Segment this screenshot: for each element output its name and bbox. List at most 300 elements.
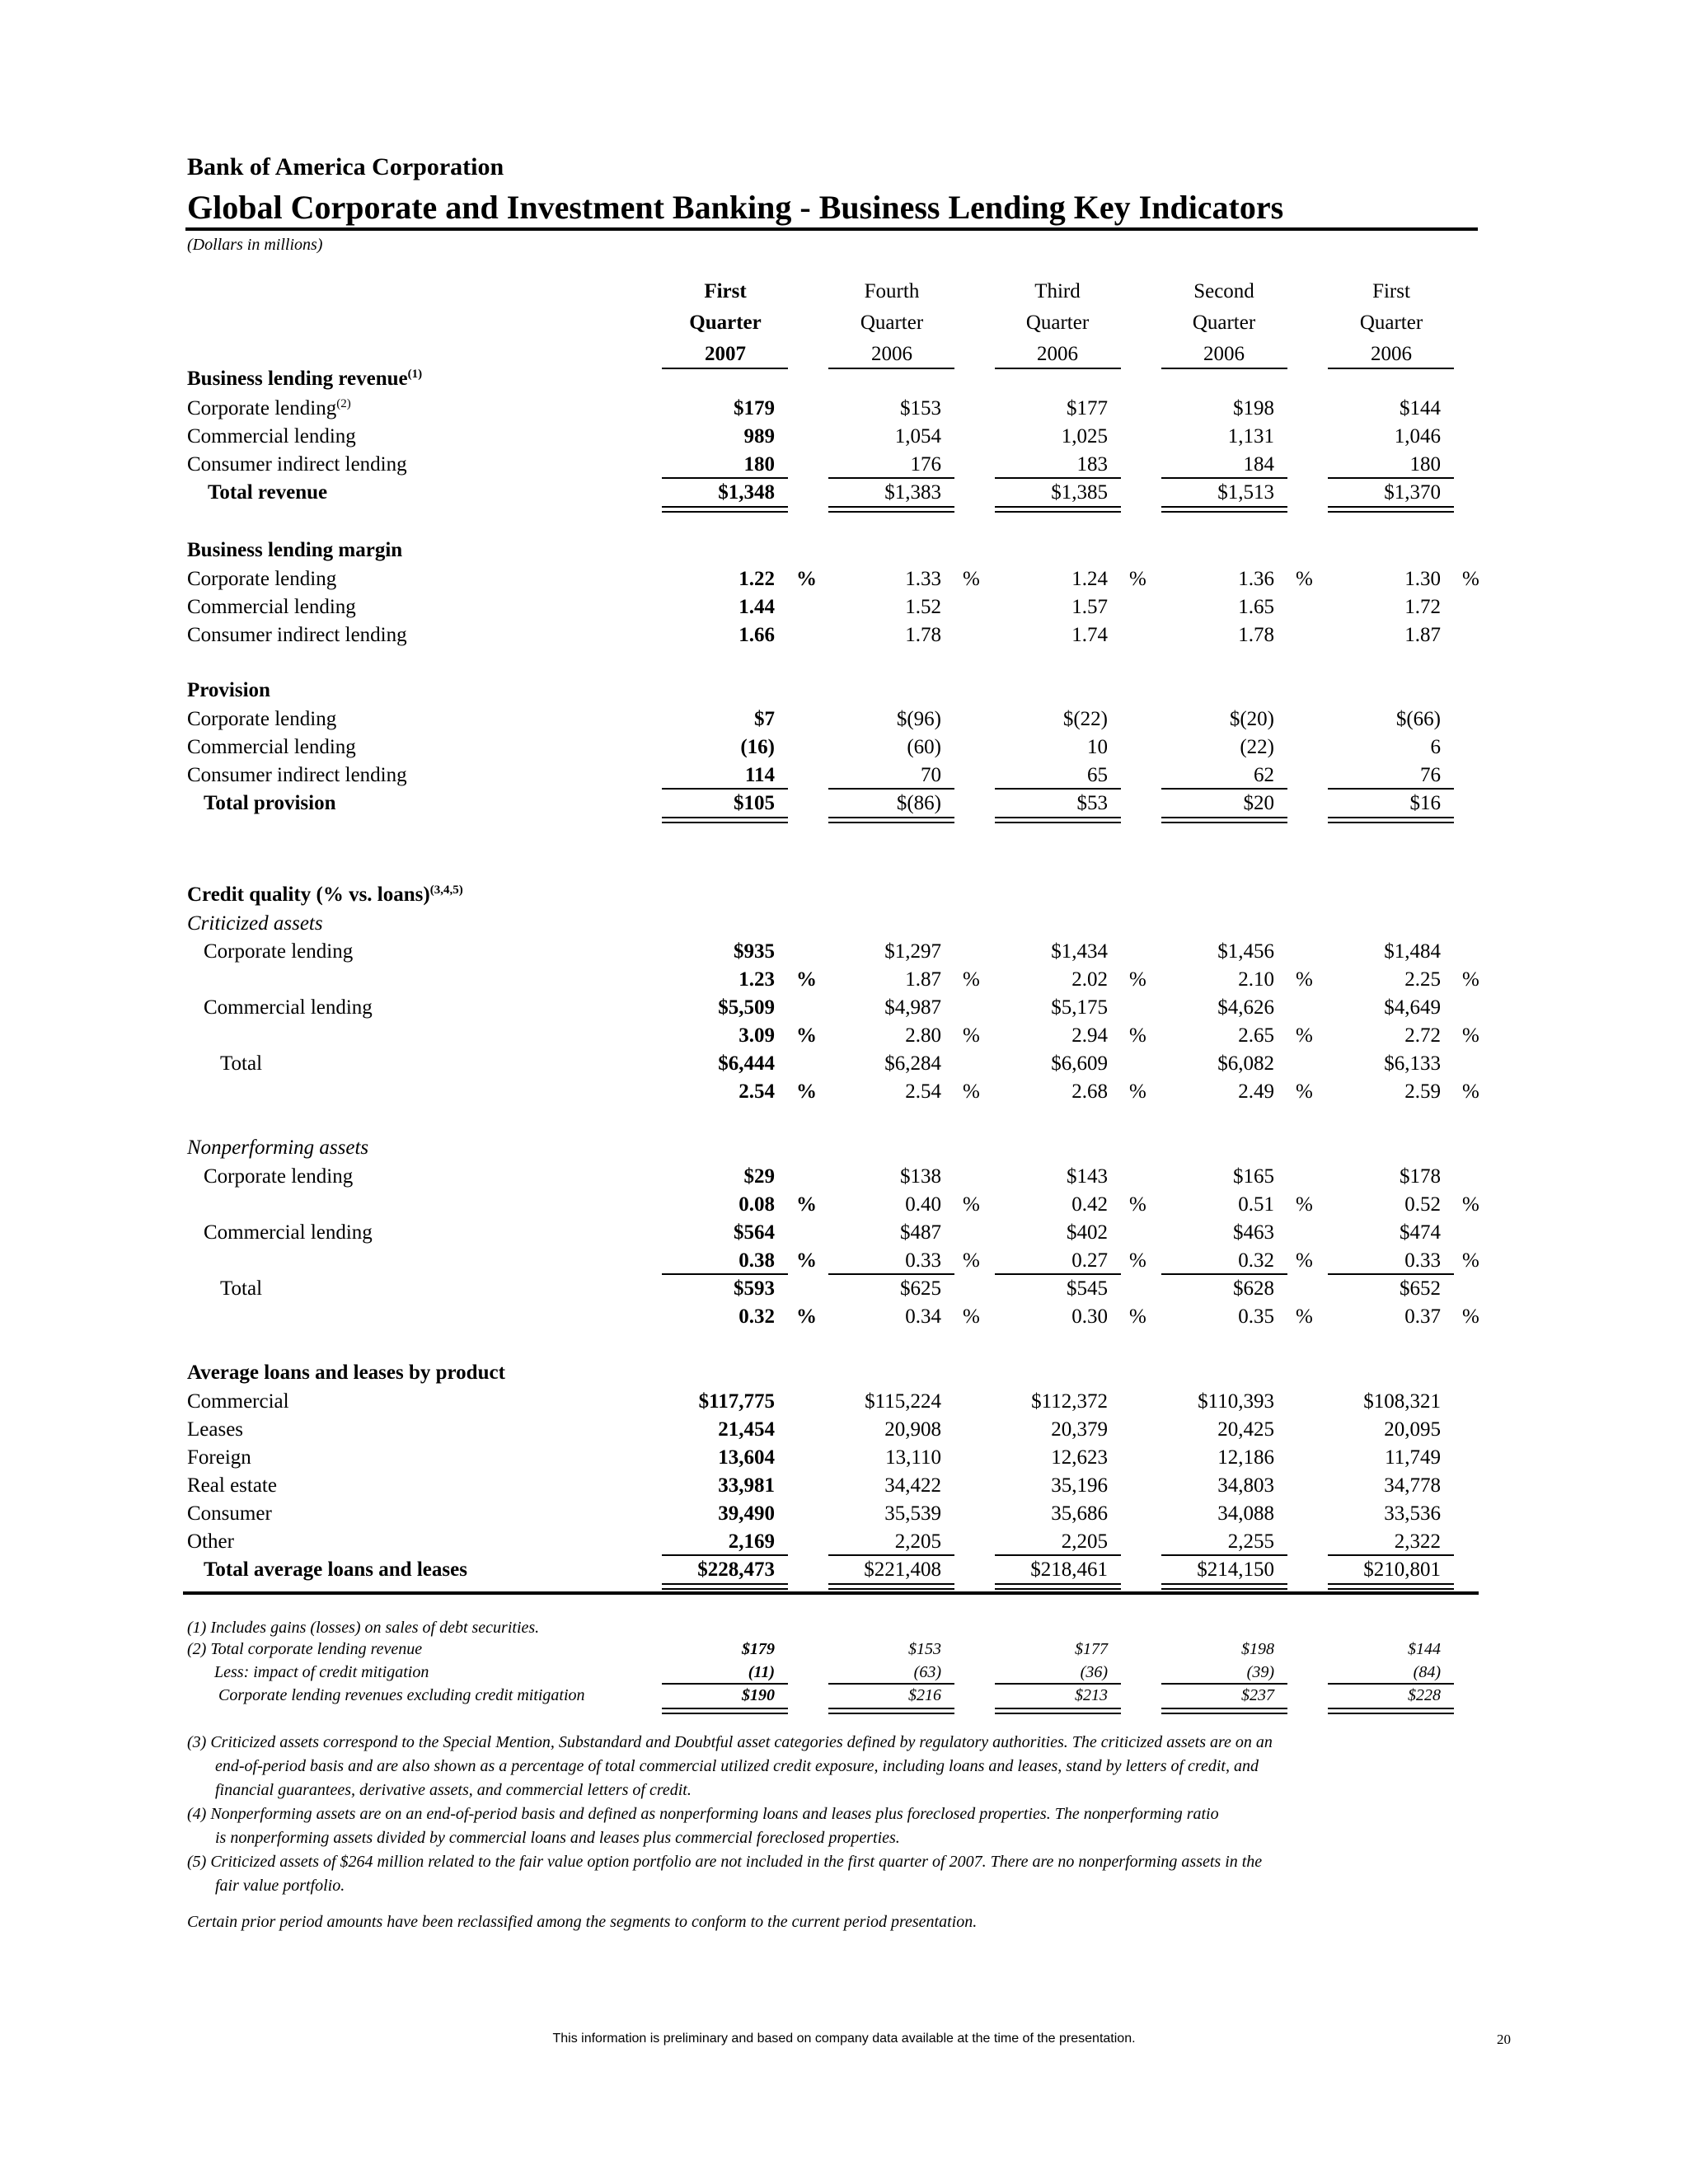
total-double-underline — [1161, 506, 1287, 513]
table-row — [0, 479, 1688, 507]
percent-sign: % — [1129, 1249, 1146, 1272]
cell-value: 20,908 — [884, 1418, 941, 1441]
table-row — [0, 705, 1688, 733]
footnote-3-line2: end-of-period basis and are also shown as a percentage of total commercial utilized credit exposure, including loans and leases, stand by letters of credit, and — [215, 1757, 1259, 1775]
cell-percent: 2.54 — [905, 1080, 941, 1103]
cell-value: 2,255 — [1227, 1530, 1274, 1553]
cell-value: $(20) — [1229, 708, 1274, 730]
percent-sign: % — [1296, 968, 1313, 991]
percent-sign: % — [963, 1249, 980, 1272]
footnote-row-label: Corporate lending revenues excluding credit mitigation — [218, 1686, 585, 1704]
row-label-text: Commercial lending — [204, 1221, 373, 1244]
percent-sign: % — [963, 1024, 980, 1047]
footnote-2-total-row — [0, 1638, 1688, 1661]
footnote-1: (1) Includes gains (losses) on sales of debt securities. — [187, 1619, 540, 1637]
cell-percent: 2.65 — [1238, 1024, 1274, 1047]
section-heading-revenue — [187, 365, 422, 393]
footnote-3-line1: (3) Criticized assets correspond to the Special Mention, Substandard and Doubtful asset categories defined by regulatory authorities. The criticized assets are on an — [187, 1733, 1273, 1751]
cell-percent: 0.27 — [1071, 1249, 1108, 1272]
row-label-text: Total average loans and leases — [204, 1558, 467, 1581]
cell-value: (16) — [740, 736, 775, 758]
table-row — [0, 1472, 1688, 1500]
footnote-row-label: (2) Total corporate lending revenue — [187, 1640, 423, 1658]
percent-sign: % — [796, 1249, 817, 1272]
section-heading-loans — [187, 1359, 505, 1387]
cell-value: $177 — [1067, 397, 1108, 419]
column-header-1-line2: Quarter — [689, 312, 762, 334]
footnote-cell-value: $228 — [1408, 1686, 1441, 1704]
table-row — [0, 938, 1688, 966]
cell-value: 35,686 — [1051, 1502, 1108, 1525]
cell-percent: 0.42 — [1071, 1193, 1108, 1216]
cell-value: $545 — [1067, 1277, 1108, 1300]
cell-percent: 0.08 — [738, 1193, 775, 1216]
footnote-5-line1: (5) Criticized assets of $264 million related to the fair value option portfolio are not included in the first quarter of 2007. There are no nonperforming assets in the — [187, 1853, 1263, 1871]
table-row-percent — [0, 1247, 1688, 1275]
table-row — [0, 677, 1688, 705]
total-double-underline — [1328, 817, 1454, 823]
title-divider — [185, 227, 1478, 231]
row-label-text: Consumer indirect lending — [187, 453, 407, 476]
cell-value: $221,408 — [864, 1558, 941, 1581]
cell-value: $29 — [743, 1165, 775, 1188]
footnote-ref: (3,4,5) — [429, 883, 463, 897]
table-row — [0, 1050, 1688, 1078]
cell-value: $6,082 — [1217, 1052, 1274, 1075]
row-label-text: Other — [187, 1530, 234, 1553]
cell-value: $402 — [1067, 1221, 1108, 1244]
cell-value: $6,133 — [1384, 1052, 1441, 1075]
total-double-underline — [1161, 817, 1287, 823]
cell-value: 2,205 — [894, 1530, 941, 1553]
cell-value: $1,456 — [1217, 940, 1274, 963]
cell-value: 33,981 — [718, 1474, 775, 1497]
cell-value: 1.22 — [738, 568, 775, 590]
table-row-percent — [0, 1303, 1688, 1331]
row-label — [220, 1050, 262, 1078]
row-label — [204, 994, 373, 1022]
percent-sign: % — [1129, 1193, 1146, 1216]
cell-value: 76 — [1420, 764, 1441, 786]
cell-value: 1.52 — [905, 596, 941, 618]
row-label — [187, 1528, 234, 1556]
cell-value: 20,425 — [1217, 1418, 1274, 1441]
company-name: Bank of America Corporation — [187, 153, 504, 180]
cell-value: $144 — [1400, 397, 1441, 419]
page-number: 20 — [1497, 2032, 1511, 2047]
percent-sign: % — [1462, 968, 1479, 991]
row-label — [187, 733, 356, 762]
subsection-heading — [187, 910, 323, 938]
row-label-text: Provision — [187, 679, 270, 701]
percent-sign: % — [1129, 1024, 1146, 1047]
footer-disclaimer: This information is preliminary and based on company data available at the time of the presentation. — [552, 2032, 1136, 2046]
cell-value: 1,131 — [1227, 425, 1274, 448]
cell-value: 1,054 — [894, 425, 941, 448]
total-double-underline — [1328, 1708, 1454, 1714]
footnote-4-line1: (4) Nonperforming assets are on an end-of-period basis and defined as nonperforming loans and leases plus foreclosed properties. The nonperforming ratio — [187, 1805, 1219, 1823]
cell-value: 70 — [921, 764, 941, 786]
cell-value: $625 — [900, 1277, 941, 1300]
percent-sign: % — [796, 1193, 817, 1216]
percent-sign: % — [1296, 1249, 1313, 1272]
percent-sign: % — [796, 568, 817, 590]
footnote-divider — [183, 1591, 1479, 1595]
table-row-percent — [0, 1022, 1688, 1050]
cell-value: 1.36 — [1238, 568, 1274, 590]
cell-value: 176 — [910, 453, 941, 476]
cell-percent: 1.23 — [738, 968, 775, 991]
footnote-cell-value: $198 — [1241, 1640, 1274, 1658]
row-label — [187, 1444, 251, 1472]
cell-value: $214,150 — [1197, 1558, 1274, 1581]
percent-sign: % — [1296, 1193, 1313, 1216]
footnote-cell-value: $177 — [1075, 1640, 1108, 1658]
percent-sign: % — [1462, 1024, 1479, 1047]
row-label-text: Total revenue — [208, 481, 328, 504]
cell-value: $1,348 — [718, 481, 775, 504]
section-heading-provision — [187, 677, 270, 705]
cell-value: $1,385 — [1051, 481, 1108, 504]
row-label — [187, 451, 407, 479]
table-row — [0, 1528, 1688, 1556]
footnote-cell-value: (84) — [1413, 1663, 1441, 1681]
footnote-cell-value: $237 — [1241, 1686, 1274, 1704]
cell-value: 1.44 — [738, 596, 775, 618]
cell-value: 21,454 — [718, 1418, 775, 1441]
footnote-4-line2: is nonperforming assets divided by commercial loans and leases plus commercial foreclosed properties. — [215, 1829, 900, 1847]
cell-percent: 0.33 — [905, 1249, 941, 1272]
cell-value: $593 — [734, 1277, 775, 1300]
cell-percent: 0.51 — [1238, 1193, 1274, 1216]
column-header-2-line1: Fourth — [864, 280, 920, 302]
cell-value: $143 — [1067, 1165, 1108, 1188]
percent-sign: % — [1462, 1080, 1479, 1103]
row-label — [204, 938, 353, 966]
cell-value: $935 — [734, 940, 775, 963]
row-label-text: Commercial — [187, 1390, 289, 1413]
total-double-underline — [662, 1583, 788, 1590]
percent-sign: % — [963, 1305, 980, 1328]
cell-value: $1,370 — [1384, 481, 1441, 504]
cell-percent: 1.87 — [905, 968, 941, 991]
cell-value: 34,778 — [1384, 1474, 1441, 1497]
cell-value: 180 — [1409, 453, 1441, 476]
row-label-text: Total provision — [204, 792, 336, 814]
cell-value: (22) — [1240, 736, 1274, 758]
row-label — [187, 621, 407, 649]
table-row — [0, 881, 1688, 909]
cell-value: $(86) — [896, 792, 941, 814]
column-header-4-line2: Quarter — [1192, 312, 1256, 334]
percent-sign: % — [1129, 568, 1146, 590]
column-header-1-line3: 2007 — [705, 343, 746, 365]
footnote-cell-value: (39) — [1246, 1663, 1274, 1681]
cell-value: $178 — [1400, 1165, 1441, 1188]
cell-value: $112,372 — [1031, 1390, 1108, 1413]
cell-value: $117,775 — [698, 1390, 775, 1413]
cell-value: 11,749 — [1385, 1446, 1441, 1469]
cell-value: $110,393 — [1198, 1390, 1274, 1413]
cell-percent: 2.54 — [738, 1080, 775, 1103]
total-double-underline — [828, 506, 954, 513]
cell-value: 10 — [1087, 736, 1108, 758]
cell-value: $165 — [1233, 1165, 1274, 1188]
table-row — [0, 762, 1688, 790]
cell-percent: 2.80 — [905, 1024, 941, 1047]
footnote-cell-value: $216 — [908, 1686, 941, 1704]
cell-value: 20,379 — [1051, 1418, 1108, 1441]
cell-value: $228,473 — [697, 1558, 775, 1581]
row-label-text: Commercial lending — [187, 596, 356, 618]
row-label — [208, 479, 327, 507]
total-double-underline — [828, 1583, 954, 1590]
cell-percent: 2.10 — [1238, 968, 1274, 991]
cell-value: $463 — [1233, 1221, 1274, 1244]
row-label — [187, 423, 356, 451]
cell-value: 1.72 — [1404, 596, 1441, 618]
row-label-text: Commercial lending — [204, 996, 373, 1019]
cell-value: 13,110 — [885, 1446, 941, 1469]
column-header-3-line2: Quarter — [1025, 312, 1090, 334]
row-label-text: Criticized assets — [187, 912, 323, 935]
cell-value: $7 — [754, 708, 775, 730]
row-label-text: Total — [220, 1277, 263, 1300]
column-header-2-line3: 2006 — [871, 343, 912, 365]
cell-percent: 0.32 — [738, 1305, 775, 1328]
cell-value: $1,434 — [1051, 940, 1108, 963]
cell-value: 1.66 — [738, 624, 775, 646]
table-row — [0, 423, 1688, 451]
cell-value: 1.30 — [1404, 568, 1441, 590]
column-header-3-line1: Third — [1034, 280, 1081, 302]
cell-percent: 2.25 — [1404, 968, 1441, 991]
row-label — [204, 1163, 353, 1191]
table-row-percent — [0, 1191, 1688, 1219]
cell-value: 33,536 — [1384, 1502, 1441, 1525]
row-label-text: Business lending margin — [187, 539, 403, 561]
percent-sign: % — [796, 1080, 817, 1103]
table-row — [0, 1388, 1688, 1416]
cell-value: 20,095 — [1384, 1418, 1441, 1441]
column-header-1-line1: First — [704, 280, 747, 302]
row-label-text: Total — [220, 1052, 263, 1075]
percent-sign: % — [1462, 1249, 1479, 1272]
percent-sign: % — [1129, 1305, 1146, 1328]
units-note: (Dollars in millions) — [187, 236, 323, 254]
table-row — [0, 565, 1688, 593]
row-label-text: Credit quality (% vs. loans) — [187, 883, 430, 906]
cell-percent: 3.09 — [738, 1024, 775, 1047]
column-header-5-line3: 2006 — [1371, 343, 1412, 365]
column-header-2-line2: Quarter — [860, 312, 924, 334]
column-header-4-line1: Second — [1193, 280, 1254, 302]
cell-value: $652 — [1400, 1277, 1441, 1300]
cell-value: $474 — [1400, 1221, 1441, 1244]
row-label-text: Business lending revenue — [187, 368, 408, 390]
row-label — [187, 565, 336, 593]
cell-value: $218,461 — [1030, 1558, 1108, 1581]
table-row — [0, 593, 1688, 621]
cell-value: (60) — [907, 736, 941, 758]
cell-value: $1,484 — [1384, 940, 1441, 963]
table-row — [0, 365, 1688, 393]
footnote-cell-value: $190 — [742, 1686, 775, 1704]
cell-value: $4,626 — [1217, 996, 1274, 1019]
total-double-underline — [662, 817, 788, 823]
percent-sign: % — [1462, 1305, 1479, 1328]
row-label-text: Corporate lending — [187, 708, 337, 730]
table-row — [0, 1500, 1688, 1528]
table-row — [0, 910, 1688, 938]
row-label — [187, 395, 351, 423]
cell-value: 12,186 — [1217, 1446, 1274, 1469]
footnote-cell-value: (36) — [1080, 1663, 1108, 1681]
table-row — [0, 537, 1688, 565]
cell-value: 180 — [743, 453, 775, 476]
column-header-4-line3: 2006 — [1203, 343, 1245, 365]
cell-value: $5,509 — [718, 996, 775, 1019]
cell-value: $6,284 — [884, 1052, 941, 1075]
cell-value: $105 — [734, 792, 775, 814]
footnote-5-line2: fair value portfolio. — [215, 1877, 345, 1895]
cell-value: 6 — [1430, 736, 1441, 758]
column-header-5-line2: Quarter — [1359, 312, 1423, 334]
cell-percent: 0.32 — [1238, 1249, 1274, 1272]
cell-value: $6,444 — [718, 1052, 775, 1075]
cell-value: $(22) — [1062, 708, 1108, 730]
row-label — [204, 1219, 373, 1247]
table-row — [0, 790, 1688, 818]
row-label — [204, 790, 335, 818]
cell-value: $115,224 — [865, 1390, 941, 1413]
total-double-underline — [1328, 506, 1454, 513]
cell-value: $487 — [900, 1221, 941, 1244]
cell-value: 1.24 — [1071, 568, 1108, 590]
footnote-cell-value: $144 — [1408, 1640, 1441, 1658]
row-label — [187, 762, 407, 790]
row-label-text: Corporate lending — [187, 397, 337, 419]
cell-value: $4,987 — [884, 996, 941, 1019]
cell-value: 183 — [1076, 453, 1108, 476]
row-label-text: Real estate — [187, 1474, 277, 1497]
percent-sign: % — [963, 1080, 980, 1103]
footnote-3-line3: financial guarantees, derivative assets, and commercial letters of credit. — [215, 1781, 692, 1799]
total-double-underline — [662, 506, 788, 513]
percent-sign: % — [796, 1024, 817, 1047]
cell-value: 13,604 — [718, 1446, 775, 1469]
cell-value: 2,169 — [728, 1530, 775, 1553]
section-heading-margin — [187, 537, 402, 565]
cell-value: 1,046 — [1394, 425, 1441, 448]
row-label — [187, 1416, 243, 1444]
cell-percent: 0.33 — [1404, 1249, 1441, 1272]
table-row-percent — [0, 1078, 1688, 1106]
cell-value: $(66) — [1395, 708, 1441, 730]
row-label-text: Corporate lending — [204, 1165, 354, 1188]
footnote-cell-value: (11) — [748, 1663, 775, 1681]
percent-sign: % — [963, 568, 980, 590]
row-label-text: Consumer indirect lending — [187, 624, 407, 646]
cell-percent: 0.52 — [1404, 1193, 1441, 1216]
cell-value: $6,609 — [1051, 1052, 1108, 1075]
footnote-cell-value: (63) — [913, 1663, 941, 1681]
cell-percent: 2.59 — [1404, 1080, 1441, 1103]
cell-value: $564 — [734, 1221, 775, 1244]
cell-value: 2,322 — [1394, 1530, 1441, 1553]
table-row — [0, 1219, 1688, 1247]
cell-value: 35,196 — [1051, 1474, 1108, 1497]
cell-value: $(96) — [896, 708, 941, 730]
percent-sign: % — [1462, 568, 1479, 590]
cell-percent: 2.94 — [1071, 1024, 1108, 1047]
cell-percent: 2.72 — [1404, 1024, 1441, 1047]
total-double-underline — [995, 817, 1121, 823]
cell-value: $4,649 — [1384, 996, 1441, 1019]
cell-value: $210,801 — [1363, 1558, 1441, 1581]
percent-sign: % — [1296, 568, 1313, 590]
footnote-cell-value: $213 — [1075, 1686, 1108, 1704]
cell-value: $1,513 — [1217, 481, 1274, 504]
table-row — [0, 395, 1688, 423]
cell-value: $5,175 — [1051, 996, 1108, 1019]
reclassification-note: Certain prior period amounts have been reclassified among the segments to conform to the current period presentation. — [187, 1913, 978, 1931]
cell-percent: 2.49 — [1238, 1080, 1274, 1103]
cell-value: $20 — [1243, 792, 1274, 814]
percent-sign: % — [796, 1305, 817, 1328]
row-label-text: Commercial lending — [187, 736, 356, 758]
table-row — [0, 1134, 1688, 1162]
table-row — [0, 994, 1688, 1022]
cell-value: $153 — [900, 397, 941, 419]
cell-value: 35,539 — [884, 1502, 941, 1525]
row-label-text: Foreign — [187, 1446, 251, 1469]
cell-percent: 0.40 — [905, 1193, 941, 1216]
percent-sign: % — [1296, 1024, 1313, 1047]
cell-value: 1,025 — [1061, 425, 1108, 448]
cell-value: 39,490 — [718, 1502, 775, 1525]
row-label — [187, 1500, 272, 1528]
row-label-text: Nonperforming assets — [187, 1137, 369, 1159]
percent-sign: % — [1462, 1193, 1479, 1216]
row-label — [220, 1275, 262, 1303]
row-label — [204, 1556, 467, 1584]
cell-value: 1.65 — [1238, 596, 1274, 618]
row-label — [187, 1388, 289, 1416]
footnote-ref: (2) — [336, 397, 351, 410]
cell-value: $198 — [1233, 397, 1274, 419]
cell-value: 1.78 — [1238, 624, 1274, 646]
row-label-text: Corporate lending — [204, 940, 354, 963]
cell-percent: 2.02 — [1071, 968, 1108, 991]
cell-value: 989 — [743, 425, 775, 448]
total-double-underline — [995, 1583, 1121, 1590]
total-double-underline — [1161, 1583, 1287, 1590]
cell-value: $138 — [900, 1165, 941, 1188]
subsection-heading — [187, 1134, 368, 1162]
footnote-cell-value: $153 — [908, 1640, 941, 1658]
row-label-text: Consumer indirect lending — [187, 764, 407, 786]
cell-value: 65 — [1087, 764, 1108, 786]
cell-value: 34,422 — [884, 1474, 941, 1497]
row-label — [187, 593, 356, 621]
row-label-text: Average loans and leases by product — [187, 1361, 505, 1384]
row-label-text: Corporate lending — [187, 568, 337, 590]
total-double-underline — [995, 1708, 1121, 1714]
cell-percent: 2.68 — [1071, 1080, 1108, 1103]
total-double-underline — [1328, 1583, 1454, 1590]
percent-sign: % — [963, 1193, 980, 1216]
